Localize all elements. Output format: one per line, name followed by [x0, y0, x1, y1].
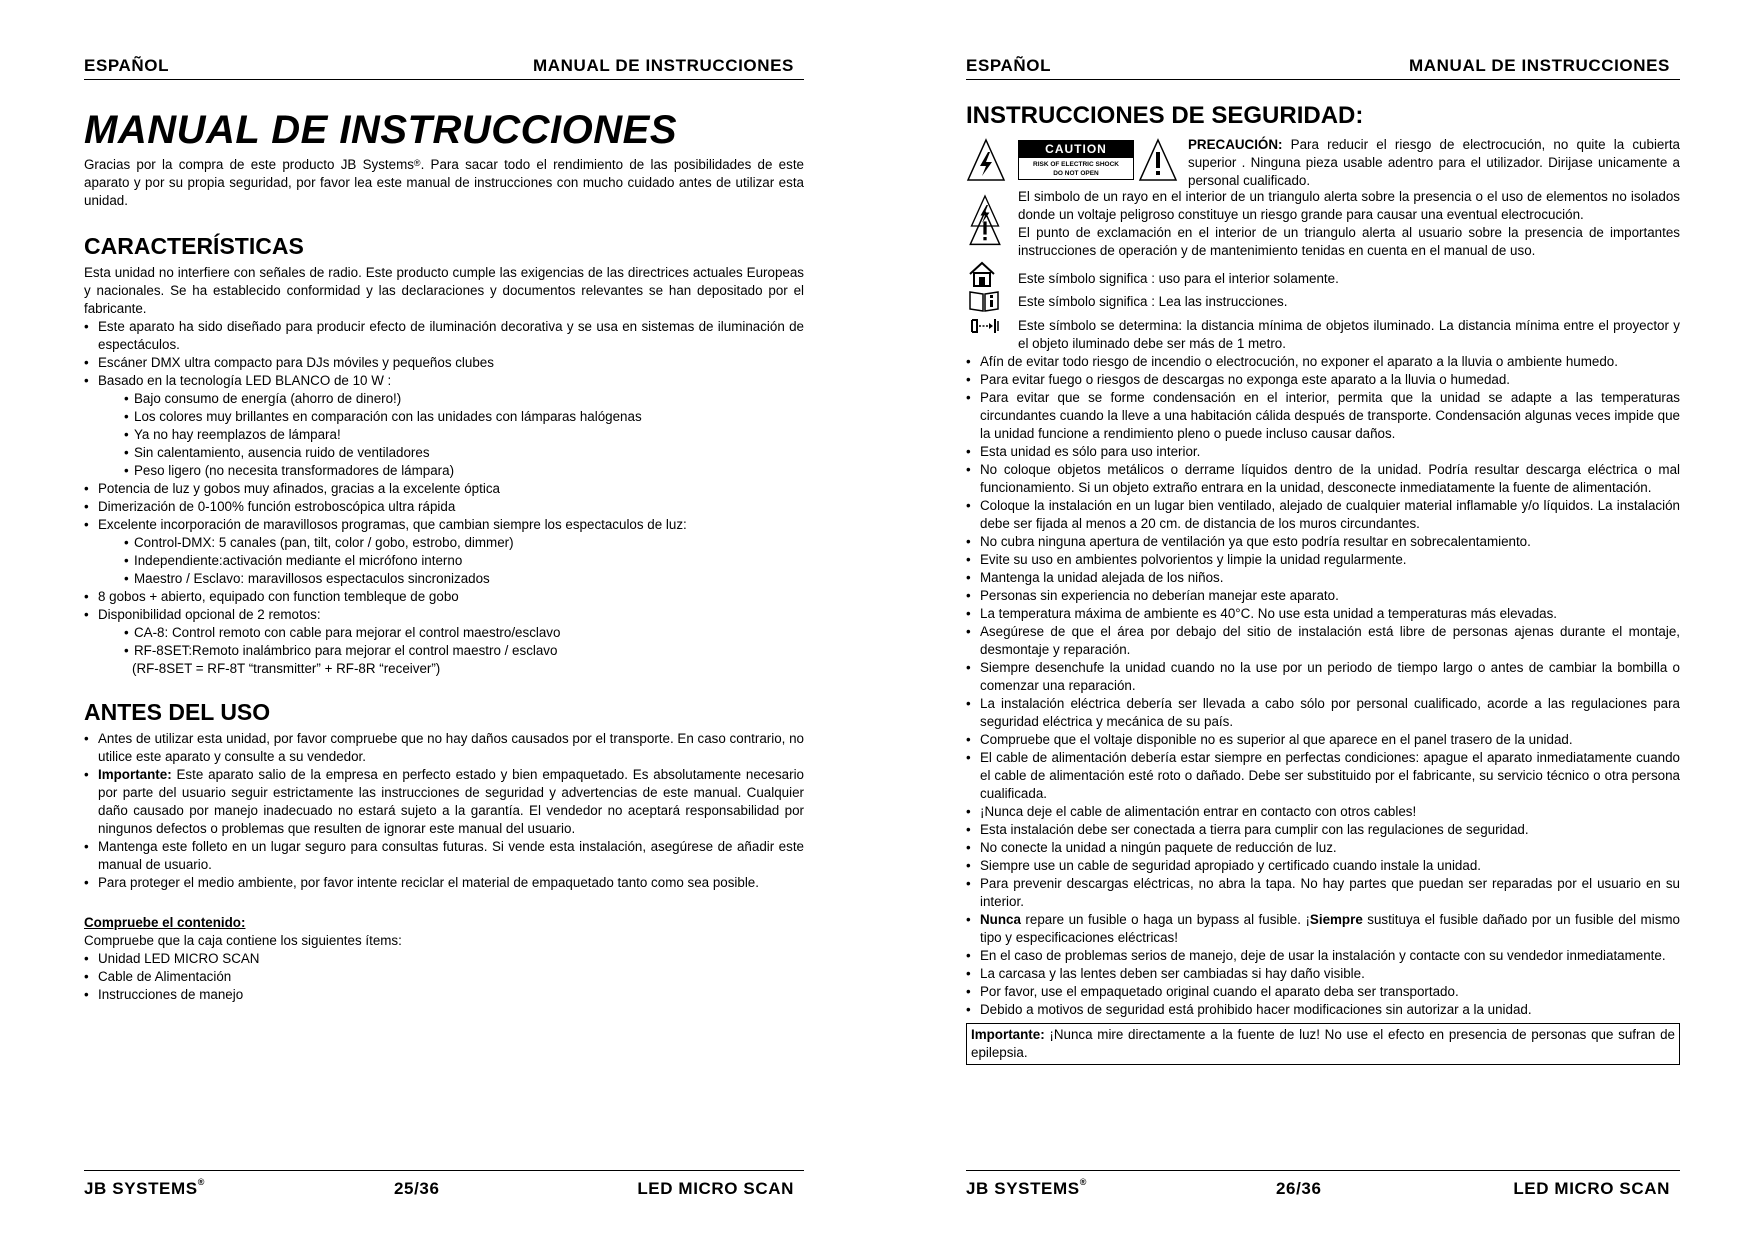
footer-model: LED MICRO SCAN [637, 1179, 794, 1198]
contents-list [84, 950, 804, 1004]
list-item: • Potencia de luz y gobos muy afinados, gracias a la excelente óptica [84, 480, 804, 498]
list-item: • No conecte la unidad a ningún paquete de reducción de luz. [966, 839, 1680, 857]
features-heading: CARACTERÍSTICAS [84, 233, 304, 259]
list-item [84, 766, 804, 838]
list-item: • La instalación eléctrica debería ser llevada a cabo sólo por personal cualificado, acorde a las regulaciones para seguridad eléctrica y mecánica de su país. [966, 695, 1680, 731]
indoor-row [966, 270, 1680, 288]
features-list-2 [84, 480, 804, 534]
list-item: • Dimerización de 0-100% función estroboscópica ultra rápida [84, 498, 804, 516]
list-item: • Para prevenir descargas eléctricas, no abra la tapa. No hay partes que puedan ser reparadas por el usuario en su interior. [966, 875, 1680, 911]
caution-title: CAUTION [1019, 141, 1133, 158]
fuse-always: Siempre [1309, 912, 1363, 927]
lightning-text: El simbolo de un rayo en el interior de un triangulo alerta sobre la presencia o el uso de elementos no isolados donde un voltaje peligroso constituye un riesgo grande para causar una eventual electrocución. [1018, 189, 1680, 222]
exclamation-text: El punto de exclamación en el interior de un triangulo alerta al usuario sobre la presencia de importantes instrucciones de operación y de mantenimiento tenidas en cuenta en el manual de uso. [1018, 225, 1680, 258]
registered-mark: ® [413, 158, 421, 168]
list-item: • Independiente:activación mediante el micrófono interno [124, 552, 804, 570]
list-item: • Evite su uso en ambientes polvorientos y limpie la unidad regularmente. [966, 551, 1680, 569]
list-item: • Unidad LED MICRO SCAN [84, 950, 804, 968]
caution-line-2: DO NOT OPEN [1053, 170, 1099, 177]
contents-text: Compruebe que la caja contiene los siguientes ítems: [84, 933, 402, 948]
list-item: • Esta instalación debe ser conectada a tierra para cumplir con las regulaciones de seguridad. [966, 821, 1680, 839]
intro-text-a: Gracias por la compra de este producto JB Systems [84, 157, 414, 172]
fuse-never: Nunca [980, 912, 1021, 927]
list-item: • Asegúrese de que el área por debajo del sitio de instalación está libre de personas ajenas durante el montaje, desmontaje y reparación. [966, 623, 1680, 659]
features-list-3 [84, 588, 804, 624]
list-item: • Sin calentamiento, ausencia ruido de ventiladores [124, 444, 804, 462]
list-item: • Los colores muy brillantes en comparación con las unidades con lámparas halógenas [124, 408, 804, 426]
fuse-text-a: repare un fusible o haga un bypass al fusible. ¡ [1020, 912, 1310, 927]
list-item: • Mantenga la unidad alejada de los niños. [966, 569, 1680, 587]
list-item: • Instrucciones de manejo [84, 986, 804, 1004]
list-item: • Coloque la instalación en un lugar bien ventilado, alejado de cualquier material inflamable y/o líquidos. La instalación debe ser fijada al menos a 20 cm. de distancia de los muros circundantes. [966, 497, 1680, 533]
indoor-text: Este símbolo significa : uso para el interior solamente. [1018, 271, 1339, 286]
remotes-sublist [84, 624, 804, 660]
safety-heading: INSTRUCCIONES DE SEGURIDAD: [966, 102, 1364, 129]
list-item: • Disponibilidad opcional de 2 remotos: [84, 606, 804, 624]
caution-bold: PRECAUCIÓN: [1188, 137, 1283, 152]
footer-model: LED MICRO SCAN [1513, 1179, 1670, 1198]
list-item: • ¡Nunca deje el cable de alimentación entrar en contacto con otros cables! [966, 803, 1680, 821]
page-body [84, 108, 804, 1004]
caution-row [966, 134, 1680, 188]
list-item: • El cable de alimentación debería estar siempre en perfectas condiciones: apague el aparato inmediatamente cuando el cable de alimentación esté roto o dañado. Debe ser substituido por el fabricante, su servicio técnico o otra persona cualificada. [966, 749, 1680, 803]
list-item: • CA-8: Control remoto con cable para mejorar el control maestro/esclavo [124, 624, 804, 642]
list-item: • Basado en la tecnología LED BLANCO de 10 W : [84, 372, 804, 390]
important-text: Este aparato salio de la empresa en perfecto estado y bien empaquetado. Es absolutamente necesario por parte del usuario seguir estrictamente las instrucciones de seguridad y advertencias de este manual. Cualquier daño causado por manejo inadecuado no estará sujeto a la garantía. El vendedor no aceptará responsabilidad por ningunos defectos o problemas que resulten de ignorar este manual del usuario. [98, 767, 804, 836]
list-item: • Debido a motivos de seguridad está prohibido hacer modificaciones sin autorizar a la unidad. [966, 1001, 1680, 1019]
read-text: Este símbolo significa : Lea las instrucciones. [1018, 294, 1288, 309]
important-text: ¡Nunca mire directamente a la fuente de luz! No use el efecto en presencia de personas que sufran de epilepsia. [971, 1027, 1675, 1060]
list-item: • Por favor, use el empaquetado original cuando el aparato deba ser transportado. [966, 983, 1680, 1001]
list-item: • Cable de Alimentación [84, 968, 804, 986]
important-box [966, 1023, 1680, 1065]
important-label: Importante: [971, 1027, 1045, 1042]
header-language: ESPAÑOL [84, 56, 170, 75]
intro-text-b: . Para sacar todo el rendimiento de las posibilidades de este aparato y por su propia seguridad, por favor lea este manual de instrucciones con mucho cuidado antes de utilizar esta unidad. [84, 157, 804, 208]
list-item: • No cubra ninguna apertura de ventilación ya que esto podría resultar en sobrecalentamiento. [966, 533, 1680, 551]
list-item: • Maestro / Esclavo: maravillosos espectaculos sincronizados [124, 570, 804, 588]
list-item: • Para evitar fuego o riesgos de descargas no exponga este aparato a la lluvia o humedad. [966, 371, 1680, 389]
distance-text: Este símbolo se determina: la distancia mínima de objetos iluminado. La distancia mínima entre el proyector y el objeto iluminado debe ser más de 1 metro. [1018, 318, 1680, 351]
important-label: Importante: [98, 767, 172, 782]
list-item: • Para evitar que se forme condensación en el interior, permita que la unidad se adapte a las temperaturas circundantes cuando la lleve a una habitación cálida después de transporte. Condensación algunas veces impide que la unidad funcione a rendimiento pleno o puede incluso causar daños. [966, 389, 1680, 443]
page-right [966, 0, 1680, 1240]
list-item: • Peso ligero (no necesita transformadores de lámpara) [124, 462, 804, 480]
list-item: • Siempre desenchufe la unidad cuando no la use por un periodo de tiempo largo o antes de cambiar la bombilla o comenzar una reparación. [966, 659, 1680, 695]
list-item: • Antes de utilizar esta unidad, por favor compruebe que no hay daños causados por el transporte. En caso contrario, no utilice este aparato y consulte a su vendedor. [84, 730, 804, 766]
footer-brand: JB SYSTEMS® [966, 1177, 1087, 1198]
lightning-warning-icon [966, 138, 1006, 182]
list-item [966, 911, 1680, 947]
page-header [966, 56, 1680, 80]
before-use-list [84, 730, 804, 892]
list-item: • Escáner DMX ultra compacto para DJs móviles y pequeños clubes [84, 354, 804, 372]
list-item: • No coloque objetos metálicos o derrame líquidos dentro de la unidad. Podría resultar descarga eléctrica o mal funcionamiento. Si un objeto extraño entrara en la unidad, desconecte inmediatamente la fuente de alimentación. [966, 461, 1680, 497]
programs-sublist [84, 534, 804, 588]
list-item: • En el caso de problemas serios de manejo, deje de usar la instalación y contacte con su vendedor inmediatamente. [966, 947, 1680, 965]
led-sublist [84, 390, 804, 480]
remote-note: (RF-8SET = RF-8T “transmitter” + RF-8R “receiver”) [132, 661, 441, 676]
list-item: • Excelente incorporación de maravillosos programas, que cambian siempre los espectaculos de luz: [84, 516, 804, 534]
caution-label [1018, 140, 1134, 180]
read-manual-icon [968, 289, 1000, 313]
list-item: • Personas sin experiencia no deberían manejar este aparato. [966, 587, 1680, 605]
intro-paragraph [84, 156, 804, 210]
list-item: • Compruebe que el voltaje disponible no es superior al que aparece en el panel trasero de la unidad. [966, 731, 1680, 749]
features-list [84, 318, 804, 390]
footer-brand: JB SYSTEMS® [84, 1177, 205, 1198]
page-footer [84, 1170, 804, 1200]
caution-text [1188, 136, 1680, 190]
caution-line-1: RISK OF ELECTRIC SHOCK [1033, 161, 1119, 168]
safety-list [966, 353, 1680, 1019]
page-footer [966, 1170, 1680, 1200]
page-header [84, 56, 804, 80]
indoor-house-icon [968, 260, 996, 288]
list-item: • Mantenga este folleto en un lugar seguro para consultas futuras. Si vende esta instalación, asegúrese de añadir este manual de usuario. [84, 838, 804, 874]
exclamation-explanation [966, 224, 1680, 260]
read-row [966, 293, 1680, 311]
lightning-explanation [966, 188, 1680, 224]
contents-heading: Compruebe el contenido: [84, 915, 246, 930]
header-title: MANUAL DE INSTRUCCIONES [533, 56, 794, 75]
list-item: • Bajo consumo de energía (ahorro de dinero!) [124, 390, 804, 408]
before-use-heading: ANTES DEL USO [84, 699, 271, 725]
header-language: ESPAÑOL [966, 56, 1052, 75]
distance-icon [968, 317, 1000, 335]
list-item: • Afín de evitar todo riesgo de incendio o electrocución, no exponer el aparato a la lluvia o ambiente humedo. [966, 353, 1680, 371]
page-body [966, 102, 1680, 1065]
fuse-text-b: sustituya el fusible dañado por un fusible del mismo tipo y especificaciones eléctricas! [980, 912, 1680, 945]
exclamation-warning-icon [1138, 138, 1178, 182]
features-text: Esta unidad no interfiere con señales de radio. Este producto cumple las exigencias de las directrices actuales Europeas y nacionales. Se ha establecido conformidad y las declaraciones y documentos relevantes se han depositado por el fabricante. [84, 265, 804, 316]
list-item: • Siempre use un cable de seguridad apropiado y certificado cuando instale la unidad. [966, 857, 1680, 875]
list-item: • Esta unidad es sólo para uso interior. [966, 443, 1680, 461]
page-number: 25/36 [394, 1179, 440, 1198]
list-item: • La temperatura máxima de ambiente es 40°C. No use esta unidad a temperaturas más elevadas. [966, 605, 1680, 623]
list-item: • RF-8SET:Remoto inalámbrico para mejorar el control maestro / esclavo [124, 642, 804, 660]
list-item: • Para proteger el medio ambiente, por favor intente reciclar el material de empaquetado tanto como sea posible. [84, 874, 804, 892]
header-title: MANUAL DE INSTRUCCIONES [1409, 56, 1670, 75]
page-number: 26/36 [1276, 1179, 1322, 1198]
list-item: • 8 gobos + abierto, equipado con function tembleque de gobo [84, 588, 804, 606]
caution-body: Para reducir el riesgo de electrocución, no quite la cubierta superior . Ninguna pieza usable adentro para el utilizador. Dirijase unicamente a personal cualificado. [1188, 137, 1680, 188]
distance-row [966, 317, 1680, 353]
list-item: • Control-DMX: 5 canales (pan, tilt, color / gobo, estrobo, dimmer) [124, 534, 804, 552]
list-item: • La carcasa y las lentes deben ser cambiadas si hay daño visible. [966, 965, 1680, 983]
main-title: MANUAL DE INSTRUCCIONES [84, 108, 678, 152]
exclamation-icon [968, 210, 1002, 246]
list-item: • Este aparato ha sido diseñado para producir efecto de iluminación decorativa y se usa en sistemas de iluminación de espectáculos. [84, 318, 804, 354]
page-left [84, 0, 804, 1240]
list-item: • Ya no hay reemplazos de lámpara! [124, 426, 804, 444]
